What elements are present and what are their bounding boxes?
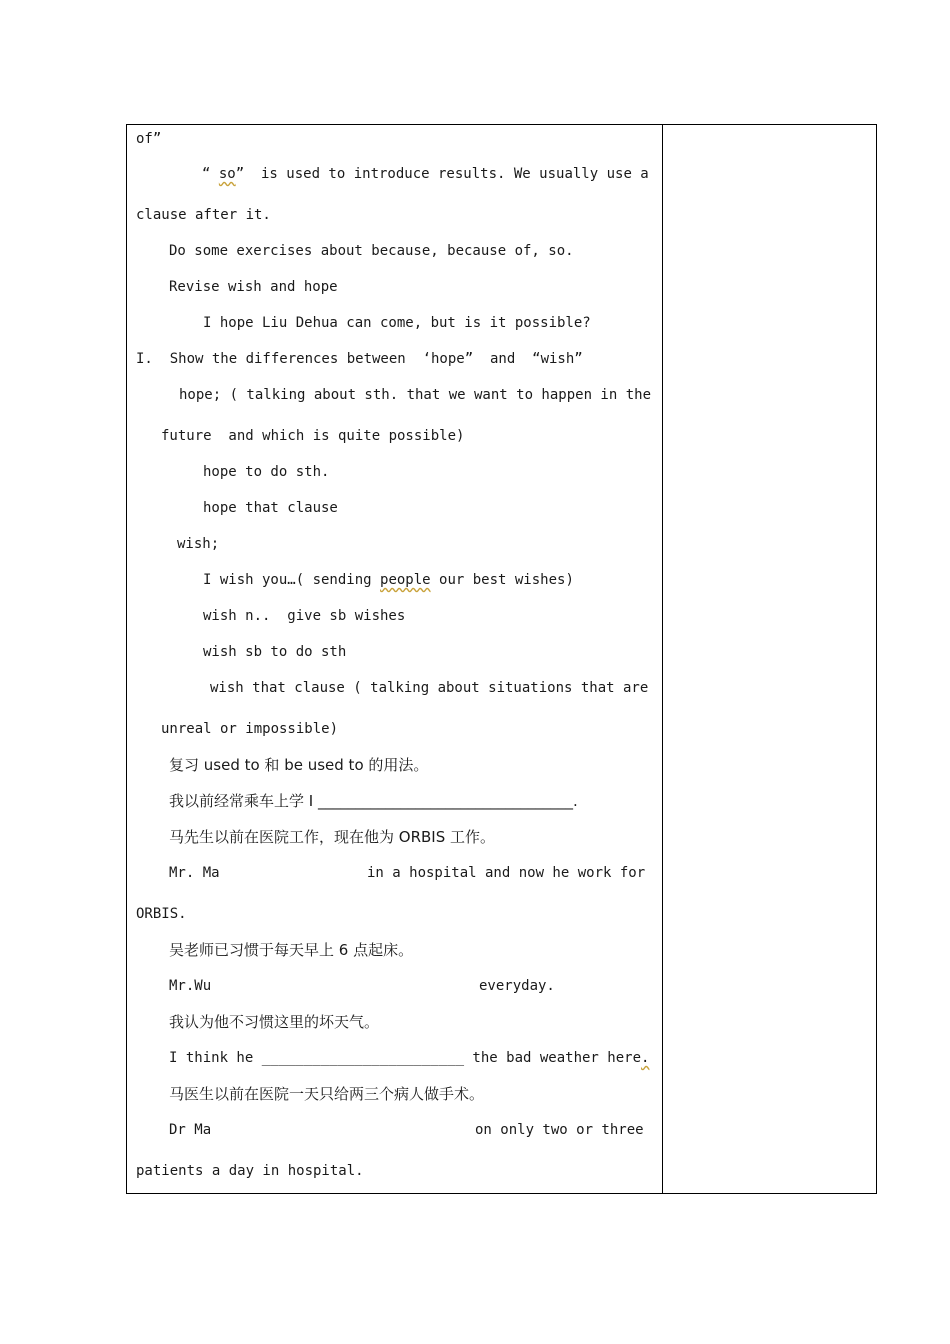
notes-column [663, 125, 876, 1193]
line-exercise-5-en-b: on only two or three [475, 1122, 644, 1138]
line-hope-def: hope; ( talking about sth. that we want to happen in the [179, 387, 652, 403]
line-review-used-to: 复习 used to 和 be used to 的用法。 [169, 756, 429, 774]
line-wish-you [203, 571, 574, 589]
line-exercise-4-cn: 我认为他不习惯这里的坏天气。 [169, 1013, 380, 1031]
quote-open: “ [202, 166, 219, 182]
so-explanation: ” is used to introduce results. We usually use a [235, 166, 649, 182]
wish-you-start: I wish you…( sending [203, 572, 381, 588]
line-wish: wish; [177, 536, 220, 552]
line-exercise-3-cn: 吴老师已习惯于每天早上 6 点起床。 [169, 941, 414, 959]
lesson-table [126, 124, 877, 1194]
exercise-4-period: . [641, 1050, 650, 1066]
line-exercise-2-en-a: Mr. Ma [169, 865, 220, 881]
line-orbis: ORBIS. [136, 906, 187, 922]
line-exercise-5-cn: 马医生以前在医院一天只给两三个病人做手术。 [169, 1085, 485, 1103]
line-of: of” [136, 131, 162, 147]
line-exercise-2-en-b: in a hospital and now he work for [367, 865, 646, 881]
line-hope-that: hope that clause [203, 500, 338, 516]
line-patients: patients a day in hospital. [136, 1163, 364, 1179]
line-exercise-2-cn: 马先生以前在医院工作，现在他为 ORBIS 工作。 [169, 828, 496, 846]
line-hope-to-do: hope to do sth. [203, 464, 330, 480]
line-clause-after: clause after it. [136, 207, 271, 223]
line-wish-sb: wish sb to do sth [203, 644, 347, 660]
line-so-intro [202, 165, 649, 183]
line-exercises: Do some exercises about because, because of, so. [169, 243, 574, 259]
word-people: people [380, 572, 431, 588]
line-exercise-1: 我以前经常乘车上学 I __________________________________. [169, 792, 578, 810]
exercise-4-text: I think he ________________________ the bad weather here [169, 1050, 642, 1066]
line-unreal: unreal or impossible) [161, 721, 339, 737]
line-exercise-5-en-a: Dr Ma [169, 1122, 212, 1138]
line-exercise-3-en-b: everyday. [479, 978, 555, 994]
word-so: so [218, 166, 236, 182]
wish-you-end: our best wishes) [430, 572, 574, 588]
line-exercise-4-en [169, 1049, 649, 1067]
line-revise: Revise wish and hope [169, 279, 338, 295]
line-wish-n: wish n.. give sb wishes [203, 608, 406, 624]
line-hope-def-cont: future and which is quite possible) [161, 428, 465, 444]
line-exercise-3-en-a: Mr.Wu [169, 978, 212, 994]
line-differences: I. Show the differences between ‘hope” and “wish” [136, 351, 583, 367]
content-column [127, 125, 662, 1193]
line-wish-that: wish that clause ( talking about situations that are [210, 680, 649, 696]
line-hope-example: I hope Liu Dehua can come, but is it possible? [203, 315, 591, 331]
